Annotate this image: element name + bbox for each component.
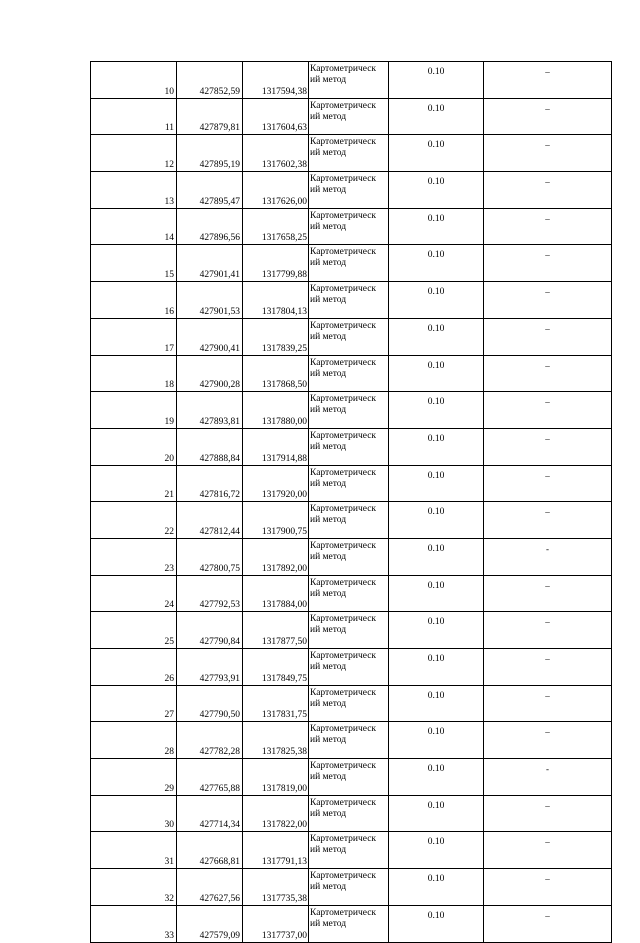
description-value: – xyxy=(484,245,612,282)
method-line-2: ий метод xyxy=(310,772,347,783)
table-row xyxy=(91,759,612,796)
coordinate-x: 427879,81 xyxy=(177,98,243,135)
method-line-1: Картометрическ xyxy=(310,247,377,258)
method-cell xyxy=(309,502,389,539)
coordinate-x: 427812,44 xyxy=(177,502,243,539)
description-value: – xyxy=(484,685,612,722)
precision-value: 0.10 xyxy=(389,832,484,869)
method-cell xyxy=(309,905,389,942)
table-row xyxy=(91,832,612,869)
point-number: 25 xyxy=(91,612,177,649)
table-row xyxy=(91,282,612,319)
precision-value: 0.10 xyxy=(389,318,484,355)
table-row xyxy=(91,905,612,942)
table-row xyxy=(91,208,612,245)
method-cell xyxy=(309,428,389,465)
coordinate-x: 427782,28 xyxy=(177,722,243,759)
description-value: – xyxy=(484,392,612,429)
coordinate-x: 427627,56 xyxy=(177,869,243,906)
description-value: – xyxy=(484,208,612,245)
method-cell xyxy=(309,612,389,649)
coordinate-x: 427792,53 xyxy=(177,575,243,612)
method-line-1: Картометрическ xyxy=(310,651,377,661)
point-number: 21 xyxy=(91,465,177,502)
method-line-1: Картометрическ xyxy=(310,467,377,478)
method-line-1: Картометрическ xyxy=(310,174,377,185)
precision-value: 0.10 xyxy=(389,795,484,832)
method-line-1: Картометрическ xyxy=(310,577,377,588)
precision-value: 0.10 xyxy=(389,428,484,465)
coordinate-y: 1317735,38 xyxy=(243,869,309,906)
coordinate-y: 1317604,63 xyxy=(243,98,309,135)
method-cell xyxy=(309,575,389,612)
coordinate-x: 427900,28 xyxy=(177,355,243,392)
precision-value: 0.10 xyxy=(389,685,484,722)
method-line-1: Картометрическ xyxy=(310,100,377,111)
method-line-2: ий метод xyxy=(310,625,347,636)
coordinate-x: 427901,53 xyxy=(177,282,243,319)
coordinate-y: 1317819,00 xyxy=(243,759,309,796)
description-value: – xyxy=(484,355,612,392)
coordinate-y: 1317791,13 xyxy=(243,832,309,869)
method-line-2: ий метод xyxy=(310,918,347,929)
method-cell xyxy=(309,245,389,282)
table-row xyxy=(91,62,612,99)
table-row xyxy=(91,98,612,135)
method-line-1: Картометрическ xyxy=(310,64,377,74)
coordinate-y: 1317602,38 xyxy=(243,135,309,172)
method-line-2: ий метод xyxy=(310,735,347,746)
description-value: – xyxy=(484,869,612,906)
coordinate-y: 1317884,00 xyxy=(243,575,309,612)
coordinate-x: 427793,91 xyxy=(177,649,243,686)
point-number: 24 xyxy=(91,575,177,612)
precision-value: 0.10 xyxy=(389,282,484,319)
method-line-1: Картометрическ xyxy=(310,797,377,808)
point-number: 15 xyxy=(91,245,177,282)
precision-value: 0.10 xyxy=(389,245,484,282)
coordinate-y: 1317737,00 xyxy=(243,905,309,942)
coordinate-x: 427896,56 xyxy=(177,208,243,245)
method-line-1: Картометрическ xyxy=(310,724,377,735)
point-number: 28 xyxy=(91,722,177,759)
description-value: – xyxy=(484,612,612,649)
description-value: – xyxy=(484,905,612,942)
point-number: 30 xyxy=(91,795,177,832)
method-line-2: ий метод xyxy=(310,588,347,599)
method-cell xyxy=(309,685,389,722)
description-value: – xyxy=(484,172,612,209)
point-number: 29 xyxy=(91,759,177,796)
method-line-2: ий метод xyxy=(310,295,347,306)
description-value: - xyxy=(484,759,612,796)
table-body xyxy=(91,62,612,943)
description-value: - xyxy=(484,538,612,575)
coordinate-x: 427852,59 xyxy=(177,62,243,99)
method-line-1: Картометрическ xyxy=(310,871,377,882)
method-line-2: ий метод xyxy=(310,75,347,85)
coordinate-x: 427668,81 xyxy=(177,832,243,869)
method-line-2: ий метод xyxy=(310,515,347,526)
table-row xyxy=(91,612,612,649)
table-row xyxy=(91,392,612,429)
point-number: 31 xyxy=(91,832,177,869)
precision-value: 0.10 xyxy=(389,465,484,502)
precision-value: 0.10 xyxy=(389,759,484,796)
method-line-1: Картометрическ xyxy=(310,210,377,221)
description-value: – xyxy=(484,832,612,869)
method-cell xyxy=(309,135,389,172)
precision-value: 0.10 xyxy=(389,722,484,759)
precision-value: 0.10 xyxy=(389,869,484,906)
method-line-1: Картометрическ xyxy=(310,394,377,405)
coordinate-x: 427765,88 xyxy=(177,759,243,796)
precision-value: 0.10 xyxy=(389,355,484,392)
description-value: – xyxy=(484,465,612,502)
table-row xyxy=(91,869,612,906)
precision-value: 0.10 xyxy=(389,172,484,209)
precision-value: 0.10 xyxy=(389,905,484,942)
precision-value: 0.10 xyxy=(389,135,484,172)
table-row xyxy=(91,318,612,355)
table-row xyxy=(91,428,612,465)
coordinate-x: 427893,81 xyxy=(177,392,243,429)
method-cell xyxy=(309,722,389,759)
table-row xyxy=(91,245,612,282)
method-line-2: ий метод xyxy=(310,405,347,416)
description-value: – xyxy=(484,318,612,355)
method-cell xyxy=(309,832,389,869)
coordinate-x: 427800,75 xyxy=(177,538,243,575)
point-number: 12 xyxy=(91,135,177,172)
description-value: – xyxy=(484,98,612,135)
method-cell xyxy=(309,98,389,135)
method-line-2: ий метод xyxy=(310,478,347,489)
method-line-2: ий метод xyxy=(310,441,347,452)
point-number: 11 xyxy=(91,98,177,135)
method-line-1: Картометрическ xyxy=(310,137,377,148)
coordinate-y: 1317877,50 xyxy=(243,612,309,649)
method-line-1: Картометрическ xyxy=(310,834,377,845)
method-line-2: ий метод xyxy=(310,185,347,196)
method-cell xyxy=(309,869,389,906)
table-row xyxy=(91,502,612,539)
coordinate-y: 1317868,50 xyxy=(243,355,309,392)
coordinate-y: 1317849,75 xyxy=(243,649,309,686)
point-number: 10 xyxy=(91,62,177,99)
table-row xyxy=(91,538,612,575)
method-line-2: ий метод xyxy=(310,845,347,856)
description-value: – xyxy=(484,722,612,759)
method-line-2: ий метод xyxy=(310,808,347,819)
coordinate-x: 427888,84 xyxy=(177,428,243,465)
method-cell xyxy=(309,465,389,502)
coordinate-x: 427901,41 xyxy=(177,245,243,282)
precision-value: 0.10 xyxy=(389,208,484,245)
coordinate-y: 1317914,88 xyxy=(243,428,309,465)
coordinate-y: 1317658,25 xyxy=(243,208,309,245)
point-number: 13 xyxy=(91,172,177,209)
coordinate-y: 1317594,38 xyxy=(243,62,309,99)
method-cell xyxy=(309,795,389,832)
method-cell xyxy=(309,282,389,319)
method-line-1: Картометрическ xyxy=(310,907,377,918)
point-number: 23 xyxy=(91,538,177,575)
description-value: – xyxy=(484,575,612,612)
coordinate-y: 1317831,75 xyxy=(243,685,309,722)
description-value: – xyxy=(484,62,612,99)
coordinate-x: 427900,41 xyxy=(177,318,243,355)
precision-value: 0.10 xyxy=(389,98,484,135)
description-value: – xyxy=(484,135,612,172)
coordinate-x: 427816,72 xyxy=(177,465,243,502)
description-value: – xyxy=(484,649,612,686)
method-line-1: Картометрическ xyxy=(310,284,377,295)
method-line-2: ий метод xyxy=(310,698,347,709)
coordinate-y: 1317825,38 xyxy=(243,722,309,759)
point-number: 22 xyxy=(91,502,177,539)
coordinate-y: 1317839,25 xyxy=(243,318,309,355)
method-line-2: ий метод xyxy=(310,368,347,379)
precision-value: 0.10 xyxy=(389,575,484,612)
method-line-1: Картометрическ xyxy=(310,320,377,331)
description-value: – xyxy=(484,502,612,539)
precision-value: 0.10 xyxy=(389,62,484,99)
coordinate-x: 427714,34 xyxy=(177,795,243,832)
precision-value: 0.10 xyxy=(389,649,484,686)
coordinate-y: 1317799,88 xyxy=(243,245,309,282)
method-line-1: Картометрическ xyxy=(310,761,377,772)
table-row xyxy=(91,172,612,209)
point-number: 26 xyxy=(91,649,177,686)
table-row xyxy=(91,465,612,502)
coordinate-y: 1317920,00 xyxy=(243,465,309,502)
description-value: – xyxy=(484,795,612,832)
table-row xyxy=(91,575,612,612)
point-number: 33 xyxy=(91,905,177,942)
precision-value: 0.10 xyxy=(389,502,484,539)
coordinate-y: 1317892,00 xyxy=(243,538,309,575)
coordinate-y: 1317900,75 xyxy=(243,502,309,539)
method-line-1: Картометрическ xyxy=(310,614,377,625)
point-number: 16 xyxy=(91,282,177,319)
method-cell xyxy=(309,355,389,392)
method-line-2: ий метод xyxy=(310,258,347,269)
method-line-1: Картометрическ xyxy=(310,504,377,515)
description-value: – xyxy=(484,428,612,465)
coordinate-x: 427895,19 xyxy=(177,135,243,172)
method-line-2: ий метод xyxy=(310,331,347,342)
coordinate-x: 427790,84 xyxy=(177,612,243,649)
precision-value: 0.10 xyxy=(389,392,484,429)
method-cell xyxy=(309,172,389,209)
point-number: 20 xyxy=(91,428,177,465)
method-cell xyxy=(309,208,389,245)
coordinate-x: 427895,47 xyxy=(177,172,243,209)
coordinate-y: 1317626,00 xyxy=(243,172,309,209)
method-cell xyxy=(309,649,389,686)
point-number: 19 xyxy=(91,392,177,429)
method-line-1: Картометрическ xyxy=(310,430,377,441)
method-line-2: ий метод xyxy=(310,662,347,672)
table-row xyxy=(91,355,612,392)
table-row xyxy=(91,135,612,172)
method-line-1: Картометрическ xyxy=(310,357,377,368)
method-line-1: Картометрическ xyxy=(310,687,377,698)
method-line-2: ий метод xyxy=(310,148,347,159)
method-line-2: ий метод xyxy=(310,551,347,562)
method-cell xyxy=(309,62,389,99)
point-number: 27 xyxy=(91,685,177,722)
table-row xyxy=(91,722,612,759)
point-number: 14 xyxy=(91,208,177,245)
coordinates-table xyxy=(90,61,612,943)
method-line-2: ий метод xyxy=(310,882,347,893)
point-number: 32 xyxy=(91,869,177,906)
table-row xyxy=(91,795,612,832)
coordinate-y: 1317880,00 xyxy=(243,392,309,429)
table-row xyxy=(91,649,612,686)
table-row xyxy=(91,685,612,722)
method-cell xyxy=(309,318,389,355)
point-number: 17 xyxy=(91,318,177,355)
method-cell xyxy=(309,392,389,429)
coordinate-x: 427579,09 xyxy=(177,905,243,942)
coordinate-x: 427790,50 xyxy=(177,685,243,722)
method-line-1: Картометрическ xyxy=(310,540,377,551)
precision-value: 0.10 xyxy=(389,538,484,575)
coordinate-y: 1317822,00 xyxy=(243,795,309,832)
method-cell xyxy=(309,538,389,575)
precision-value: 0.10 xyxy=(389,612,484,649)
description-value: – xyxy=(484,282,612,319)
method-line-2: ий метод xyxy=(310,111,347,122)
method-cell xyxy=(309,759,389,796)
method-line-2: ий метод xyxy=(310,221,347,232)
coordinate-y: 1317804,13 xyxy=(243,282,309,319)
point-number: 18 xyxy=(91,355,177,392)
